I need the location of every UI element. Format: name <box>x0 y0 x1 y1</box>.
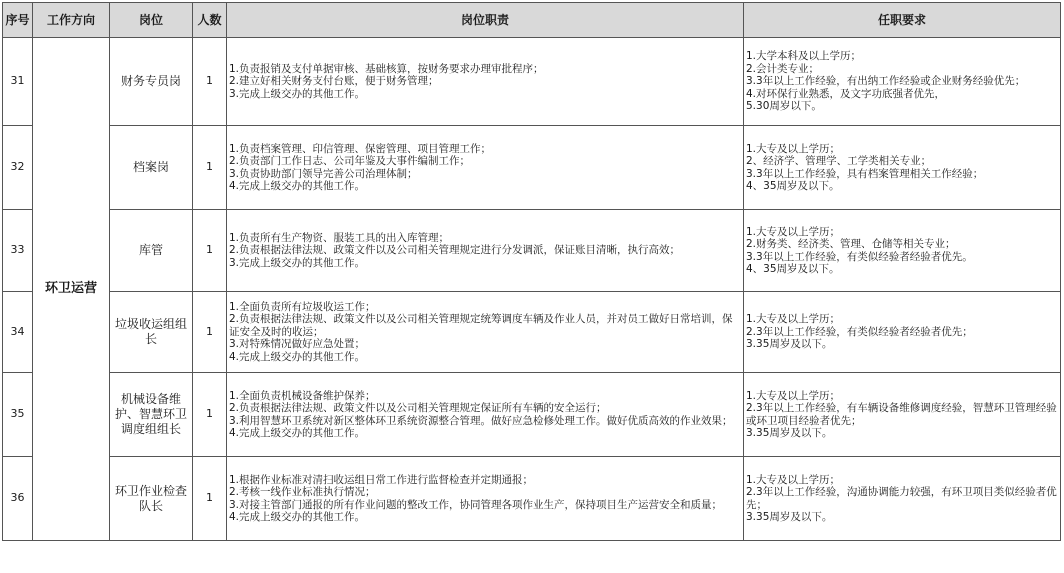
table-row <box>3 373 1061 457</box>
table-row <box>3 38 1061 126</box>
table-row <box>3 292 1061 373</box>
header-direction: 工作方向 <box>33 3 110 38</box>
row-duties <box>227 126 744 210</box>
header-post: 岗位 <box>110 3 193 38</box>
row-seq: 36 <box>3 457 33 541</box>
cell-line: 3.3年以上工作经验，具有档案管理相关工作经验； <box>746 167 984 180</box>
cell-line: 1.大专及以上学历； <box>746 473 841 486</box>
cell-line: 1.大学本科及以上学历； <box>746 50 862 63</box>
cell-line: 2.负责根据法律法规、政策文件以及公司相关管理规定统筹调度车辆及作业人员，并对员工做好日常培训，保证安全及时的收运； <box>229 313 733 338</box>
cell-line: 1.全面负责机械设备维护保养； <box>229 389 376 402</box>
cell-line: 3.3年以上工作经验，有出纳工作经验或企业财务经验优先； <box>746 75 1026 88</box>
row-duties <box>227 457 744 541</box>
row-post: 财务专员岗 <box>110 38 193 126</box>
row-count: 1 <box>193 38 227 126</box>
header-count: 人数 <box>193 3 227 38</box>
row-requirements <box>744 126 1061 210</box>
cell-line: 2.负责部门工作日志、公司年鉴及大事件编制工作； <box>229 155 471 167</box>
cell-line: 1.全面负责所有垃圾收运工作； <box>229 300 376 313</box>
row-duties <box>227 210 744 292</box>
cell-line: 3.利用智慧环卫系统对新区整体环卫系统资源整合管理。做好应急检修处理工作。做好优质高效的作业效果； <box>229 414 733 427</box>
cell-line: 3.35周岁及以下。 <box>746 427 833 439</box>
row-requirements <box>744 457 1061 541</box>
cell-line: 4、35周岁及以下。 <box>746 263 840 275</box>
header-seq: 序号 <box>3 3 33 38</box>
job-table <box>2 2 1061 541</box>
cell-line: 1.大专及以上学历； <box>746 142 841 155</box>
row-post: 垃圾收运组组长 <box>110 292 193 373</box>
row-requirements <box>744 210 1061 292</box>
cell-line: 2.考核一线作业标准执行情况； <box>229 486 376 498</box>
cell-line: 1.大专及以上学历； <box>746 225 841 238</box>
job-table-container <box>2 2 1060 541</box>
cell-line: 1.大专及以上学历； <box>746 389 841 402</box>
row-seq: 35 <box>3 373 33 457</box>
row-post: 机械设备维护、智慧环卫调度组组长 <box>110 373 193 457</box>
header-row <box>3 3 1061 38</box>
cell-line: 4.完成上级交办的其他工作。 <box>229 180 366 192</box>
cell-line: 4.完成上级交办的其他工作。 <box>229 350 366 363</box>
cell-line: 5.30周岁以下。 <box>746 100 822 113</box>
cell-line: 3.负责协助部门领导完善公司治理体制； <box>229 167 418 180</box>
table-row <box>3 457 1061 541</box>
row-duties <box>227 38 744 126</box>
cell-line: 1.负责所有生产物资、服装工具的出入库管理； <box>229 231 450 244</box>
row-duties <box>227 373 744 457</box>
cell-line: 2.3年以上工作经验，沟通协调能力较强，有环卫项目类似经验者优先； <box>746 486 1057 511</box>
cell-line: 2.负责根据法律法规、政策文件以及公司相关管理规定进行分发调派，保证账目清晰，执行高效； <box>229 244 681 257</box>
cell-line: 2.3年以上工作经验，有车辆设备维修调度经验，智慧环卫管理经验或环卫项目经验者优先； <box>746 402 1057 427</box>
row-seq: 31 <box>3 38 33 126</box>
row-count: 1 <box>193 373 227 457</box>
row-seq: 33 <box>3 210 33 292</box>
header-duties: 岗位职责 <box>227 3 744 38</box>
cell-line: 3.对接主管部门通报的所有作业问题的整改工作，协同管理各项作业生产，保持项目生产运营安全和质量； <box>229 498 723 511</box>
table-row <box>3 210 1061 292</box>
row-requirements <box>744 38 1061 126</box>
cell-line: 4.完成上级交办的其他工作。 <box>229 427 366 439</box>
cell-line: 3.完成上级交办的其他工作。 <box>229 256 366 269</box>
cell-line: 1.负责报销及支付单据审核、基础核算，按财务要求办理审批程序； <box>229 62 544 75</box>
cell-line: 2、经济学、管理学、工学类相关专业； <box>746 155 932 167</box>
table-row <box>3 126 1061 210</box>
row-count: 1 <box>193 292 227 373</box>
cell-line: 1.根据作业标准对清扫收运组日常工作进行监督检查并定期通报； <box>229 473 534 486</box>
cell-line: 1.大专及以上学历； <box>746 313 841 326</box>
row-post: 环卫作业检查队长 <box>110 457 193 541</box>
cell-line: 4.对环保行业熟悉，及文字功底强者优先， <box>746 87 946 100</box>
cell-line: 2.会计类专业； <box>746 62 820 75</box>
cell-line: 4、35周岁及以下。 <box>746 180 840 192</box>
row-post: 档案岗 <box>110 126 193 210</box>
row-duties <box>227 292 744 373</box>
row-count: 1 <box>193 457 227 541</box>
cell-line: 2.建立好相关财务支付台账，便于财务管理； <box>229 75 439 88</box>
cell-line: 3.完成上级交办的其他工作。 <box>229 87 366 100</box>
row-count: 1 <box>193 126 227 210</box>
cell-line: 2.负责根据法律法规、政策文件以及公司相关管理规定保证所有车辆的安全运行； <box>229 402 607 414</box>
row-requirements <box>744 292 1061 373</box>
row-seq: 34 <box>3 292 33 373</box>
row-requirements <box>744 373 1061 457</box>
cell-line: 2.3年以上工作经验，有类似经验者经验者优先； <box>746 325 973 338</box>
cell-line: 1.负责档案管理、印信管理、保密管理、项目管理工作； <box>229 142 492 155</box>
row-seq: 32 <box>3 126 33 210</box>
cell-line: 3.对特殊情况做好应急处置； <box>229 338 366 351</box>
cell-line: 3.3年以上工作经验，有类似经验者经验者优先。 <box>746 250 973 263</box>
cell-line: 4.完成上级交办的其他工作。 <box>229 511 366 523</box>
cell-line: 3.35周岁及以下。 <box>746 338 833 351</box>
row-count: 1 <box>193 210 227 292</box>
cell-line: 3.35周岁及以下。 <box>746 511 833 523</box>
cell-line: 2.财务类、经济类、管理、仓储等相关专业； <box>746 238 956 250</box>
work-direction-cell: 环卫运营 <box>33 38 110 541</box>
row-post: 库管 <box>110 210 193 292</box>
header-requirements: 任职要求 <box>744 3 1061 38</box>
